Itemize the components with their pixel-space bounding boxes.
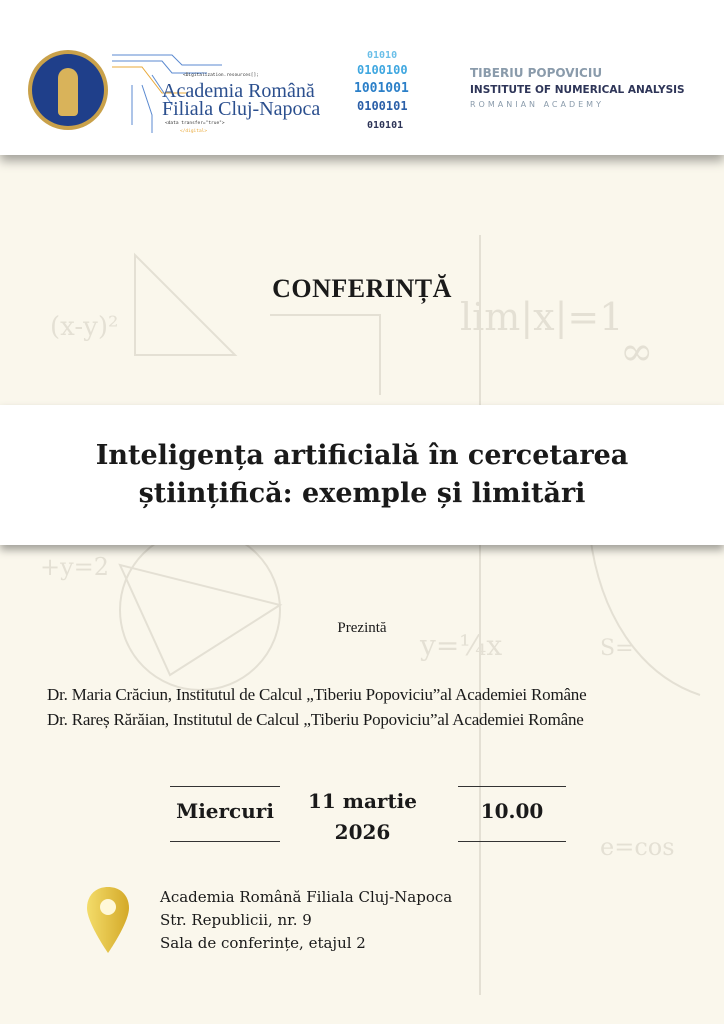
divider	[170, 786, 280, 787]
svg-text:y=¼x: y=¼x	[420, 629, 503, 662]
logo-tag: </digital>	[180, 129, 208, 134]
date-line1: 11 martie	[307, 789, 417, 813]
event-type-heading: CONFERINȚĂ	[272, 274, 452, 303]
conference-title	[96, 437, 629, 513]
address-line2: Str. Republicii, nr. 9	[160, 911, 312, 929]
institute-name-line3: ROMANIAN ACADEMY	[470, 100, 604, 109]
svg-text:0100101: 0100101	[357, 99, 408, 113]
map-pin-icon	[86, 885, 130, 955]
title-line2: științifică: exemple și limitări	[138, 478, 586, 509]
academy-name-line1: Academia Română	[162, 80, 315, 102]
divider	[458, 786, 566, 787]
academy-name-logo	[162, 82, 320, 118]
svg-text:∞: ∞	[620, 329, 654, 375]
svg-text:0100100: 0100100	[357, 63, 408, 77]
svg-text:+y=2: +y=2	[40, 553, 110, 581]
time-label: 10.00	[480, 799, 544, 823]
svg-text:S=: S=	[600, 636, 634, 661]
svg-text:(x-y)²: (x-y)²	[50, 312, 119, 342]
title-band	[0, 405, 724, 545]
address-line1: Academia Română Filiala Cluj-Napoca	[160, 888, 453, 906]
speaker-2: Dr. Rareș Rărăian, Institutul de Calcul „Tiberiu Popoviciu”al Academiei Române	[47, 710, 584, 729]
academia-romana-seal-logo	[28, 50, 108, 130]
date-label	[300, 786, 425, 848]
title-line1: Inteligența artificială în cercetarea	[95, 440, 629, 471]
day-label: Miercuri	[176, 799, 274, 823]
logo-tag: <Digitalization.resources[];	[183, 73, 259, 78]
institute-name-line1: TIBERIU POPOVICIU	[470, 66, 603, 80]
presents-label: Prezintă	[337, 620, 387, 636]
svg-text:1001001: 1001001	[354, 81, 409, 96]
address-line3: Sala de conferințe, etajul 2	[160, 934, 366, 952]
divider	[170, 841, 280, 842]
academy-name-line2: Filiala Cluj-Napoca	[162, 98, 321, 120]
date-year: 2026	[334, 820, 391, 844]
svg-text:e=cos: e=cos	[600, 833, 675, 861]
header-logos	[0, 0, 724, 155]
speaker-1: Dr. Maria Crăciun, Institutul de Calcul „Tiberiu Popoviciu”al Academiei Române	[47, 685, 587, 704]
binary-globe-logo	[352, 40, 442, 135]
svg-text:01010: 01010	[367, 50, 398, 61]
svg-text:010101: 010101	[367, 120, 404, 131]
location-address	[160, 886, 452, 955]
logo-tag: <data transfer="true">	[165, 121, 225, 126]
institute-name-line2: INSTITUTE OF NUMERICAL ANALYSIS	[470, 84, 685, 96]
divider	[458, 841, 566, 842]
svg-text:lim|x|=1: lim|x|=1	[460, 295, 624, 339]
